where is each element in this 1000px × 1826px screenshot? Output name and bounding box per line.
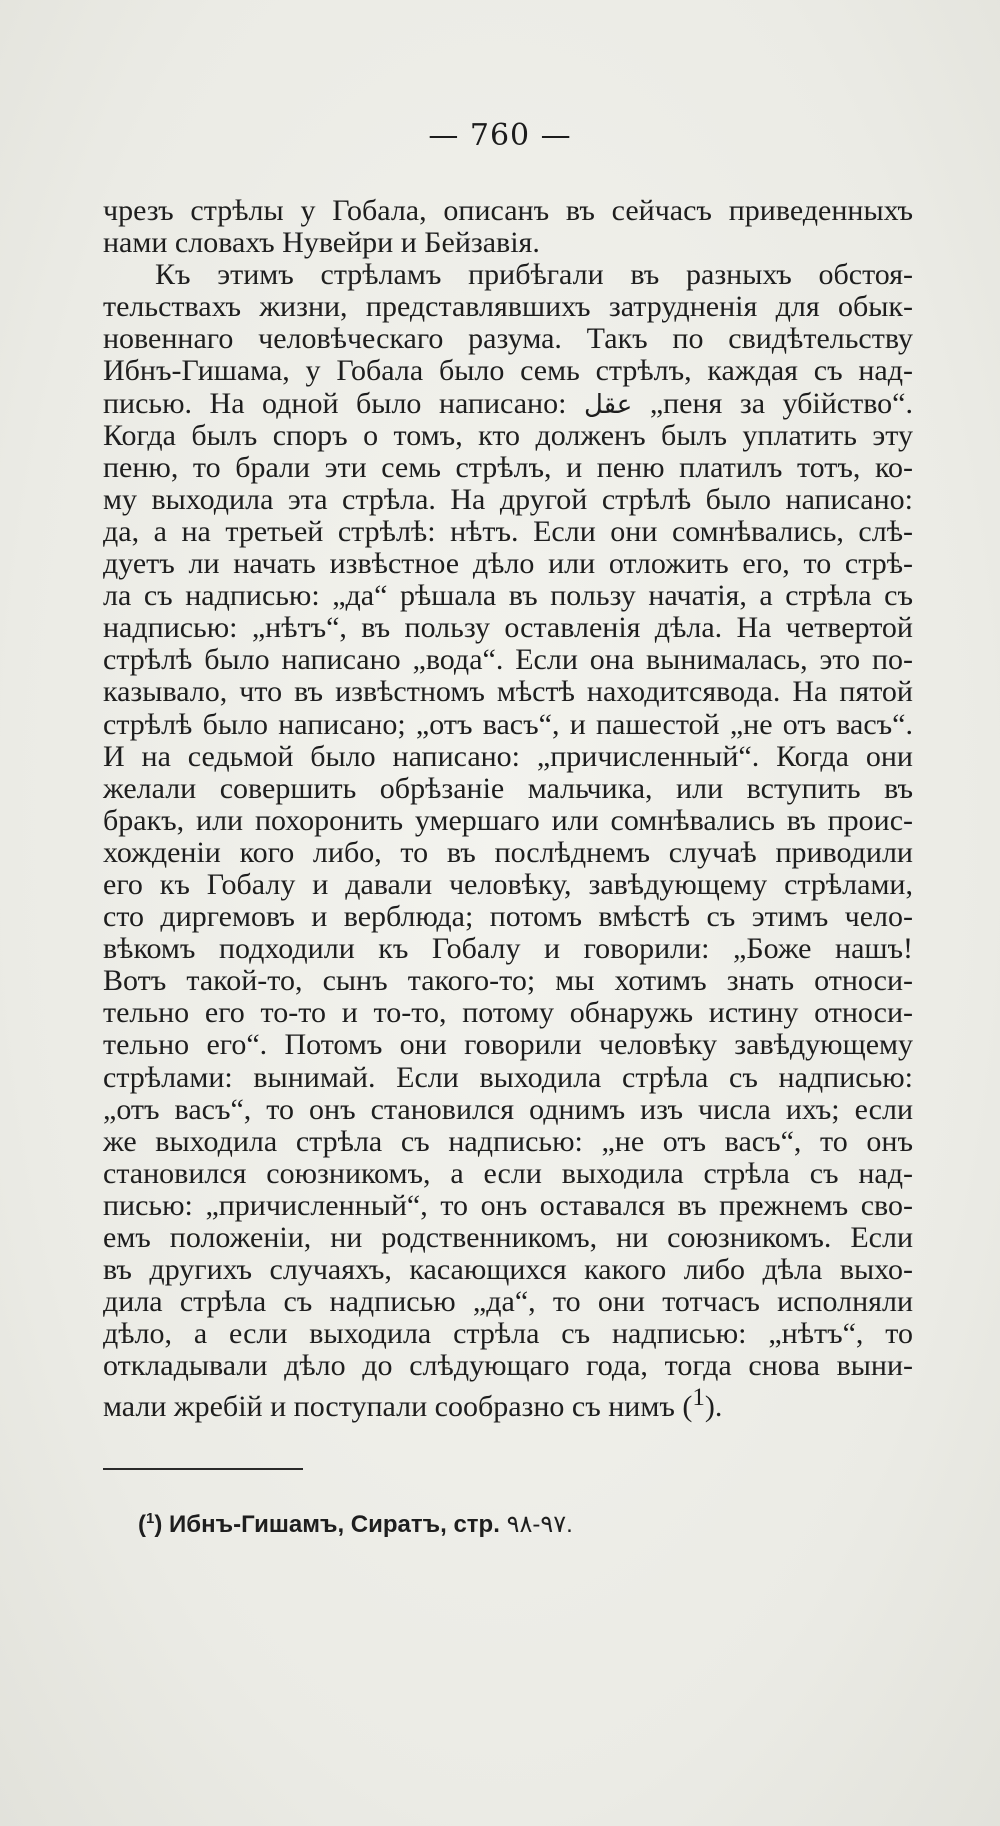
- text-line: дуетъ ли начать извѣстное дѣло или отложить его, то стрѣ-: [103, 547, 913, 581]
- footnote-marker: 1: [146, 1510, 155, 1527]
- text-fragment: „пеня за убійство“.: [649, 386, 913, 420]
- text-line: Ибнъ-Гишама, у Гобала было семь стрѣлъ, каждая съ над-: [103, 354, 913, 388]
- text-line: нами словахъ Нувейри и Бейзавія.: [103, 226, 540, 260]
- text-line: да, а на третьей стрѣлѣ: нѣтъ. Если они сомнѣвались, слѣ-: [103, 514, 913, 548]
- text-line: откладывали дѣло до слѣдующаго года, тогда снова выни-: [103, 1349, 913, 1383]
- text-line: вѣкомъ подходили къ Гобалу и говорили: „Боже нашъ!: [103, 932, 913, 966]
- text-line: стрѣлѣ было написано „вода“. Если она вынималась, это по-: [103, 643, 913, 677]
- text-line: становился союзникомъ, а если выходила стрѣла съ над-: [103, 1156, 913, 1190]
- footnote-reference: 1: [692, 1384, 705, 1412]
- text-line: стрѣлѣ было написано; „отъ васъ“, и пашестой „не отъ васъ“.: [103, 707, 913, 741]
- text-line-with-arabic: [103, 388, 913, 420]
- text-line: стрѣлами: вынимай. Если выходила стрѣла съ надписью:: [103, 1060, 913, 1094]
- text-line: его къ Гобалу и давали человѣку, завѣдующему стрѣлами,: [103, 867, 913, 901]
- footnote: ($^1$) Ибнъ-Гишамъ, Сиратъ, стр. ٩٧-٩٨.: [138, 1510, 573, 1538]
- text-line: емъ положеніи, ни родственникомъ, ни союзникомъ. Если: [103, 1221, 913, 1254]
- text-line: Къ этимъ стрѣламъ прибѣгали въ разныхъ обстоя-: [155, 258, 913, 292]
- text-line: „отъ васъ“, то онъ становился однимъ изъ числа ихъ; если: [103, 1092, 913, 1126]
- text-line: надписью: „нѣтъ“, въ пользу оставленія дѣла. На четвертой: [103, 611, 913, 645]
- text-fragment: мали жребій и поступали сообразно съ нимъ: [103, 1390, 675, 1424]
- text-line: новеннаго человѣческаго разума. Такъ по свидѣтельству: [103, 322, 913, 356]
- text-line: Когда былъ споръ о томъ, кто долженъ былъ уплатить эту: [103, 418, 913, 452]
- text-line: тельно его“. Потомъ они говорили человѣку завѣдующему: [103, 1028, 913, 1062]
- text-line: И на седьмой было написано: „причисленный“. Когда они: [103, 739, 913, 773]
- text-line: мали жребій и поступали сообразно съ нимъ ($^1$).: [103, 1384, 723, 1424]
- text-line: казывало, что въ извѣстномъ мѣстѣ находитсявода. На пятой: [103, 675, 913, 709]
- text-line: Вотъ такой-то, сынъ такого-то; мы хотимъ знать относи-: [103, 964, 913, 998]
- arabic-word: عقل: [583, 389, 633, 420]
- text-line: дѣло, а если выходила стрѣла съ надписью: „нѣтъ“, то: [103, 1317, 913, 1351]
- text-line: желали совершить обрѣзаніе мальчика, или вступить въ: [103, 771, 913, 805]
- text-line: бракъ, или похоронить умершаго или сомнѣвались въ проис-: [103, 803, 913, 837]
- text-line: му выходила эта стрѣла. На другой стрѣлѣ было написано:: [103, 482, 913, 516]
- text-line: ла съ надписью: „да“ рѣшала въ пользу начатія, а стрѣла съ: [103, 579, 913, 613]
- text-line: же выходила стрѣла съ надписью: „не отъ васъ“, то онъ: [103, 1124, 913, 1158]
- text-line: сто диргемовъ и верблюда; потомъ вмѣстѣ съ этимъ чело-: [103, 900, 913, 934]
- text-line: чрезъ стрѣлы у Гобала, описанъ въ сейчасъ приведенныхъ: [103, 194, 913, 227]
- text-line: писью: „причисленный“, то онъ оставался въ прежнемъ сво-: [103, 1188, 913, 1222]
- text-line: тельно его то-то и то-то, потому обнаружь истину относи-: [103, 996, 913, 1030]
- text-line: тельствахъ жизни, представлявшихъ затрудненія для обык-: [103, 290, 913, 324]
- footnote-separator: [103, 1468, 303, 1470]
- text-line: пеню, то брали эти семь стрѣлъ, и пеню платилъ тотъ, ко-: [103, 450, 913, 484]
- text-line: дила стрѣла съ надписью „да“, то они тотчасъ исполняли: [103, 1285, 913, 1319]
- footnote-pages: ٩٧-٩٨.: [506, 1511, 573, 1538]
- footnote-text: Ибнъ-Гишамъ, Сиратъ, стр.: [169, 1511, 500, 1538]
- text-fragment: писью. На одной было написано:: [103, 386, 567, 420]
- text-line: хожденіи кого либо, то въ послѣднемъ случаѣ приводили: [103, 835, 913, 869]
- body-text: [103, 194, 913, 1424]
- text-line: въ другихъ случаяхъ, касающихся какого либо дѣла выхо-: [103, 1253, 913, 1287]
- page-number: — 760 —: [428, 118, 572, 153]
